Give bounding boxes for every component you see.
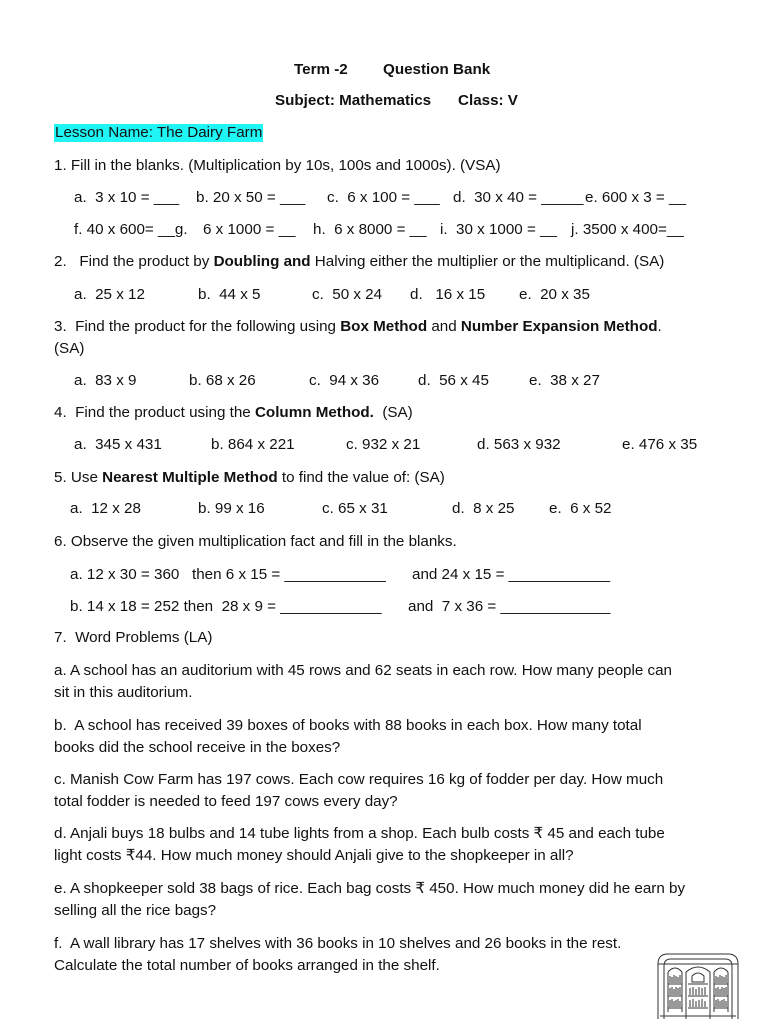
q7-a-line1: a. A school has an auditorium with 45 rows and 62 seats in each row. How many people can xyxy=(54,662,672,679)
q6-item-b-first: b. 14 x 18 = 252 then 28 x 9 = ____________ xyxy=(70,598,382,615)
q3-title: 3. Find the product for the following using Box Method and Number Expansion Method. xyxy=(54,318,662,335)
q4-title: 4. Find the product using the Column Method. (SA) xyxy=(54,404,413,421)
lesson-name: Lesson Name: The Dairy Farm xyxy=(55,124,263,141)
q7-e-line2: selling all the rice bags? xyxy=(54,902,217,919)
q5-item-d: d. 8 x 25 xyxy=(452,500,515,517)
q7-a-line2: sit in this auditorium. xyxy=(54,684,193,701)
q3-item-a: a. 83 x 9 xyxy=(74,372,137,389)
q7-f-line1: f. A wall library has 17 shelves with 36 books in 10 shelves and 26 books in the rest. xyxy=(54,935,622,952)
q4-item-e: e. 476 x 35 xyxy=(622,436,698,453)
q7-title: 7. Word Problems (LA) xyxy=(54,629,213,646)
q6-item-b-second: and 7 x 36 = _____________ xyxy=(408,598,611,615)
q2-item-d: d. 16 x 15 xyxy=(410,286,486,303)
q5-item-e: e. 6 x 52 xyxy=(549,500,612,517)
q4-item-c: c. 932 x 21 xyxy=(346,436,421,453)
q4-item-d: d. 563 x 932 xyxy=(477,436,561,453)
q2-item-e: e. 20 x 35 xyxy=(519,286,590,303)
q2-item-c: c. 50 x 24 xyxy=(312,286,383,303)
q7-c-line2: total fodder is needed to feed 197 cows every day? xyxy=(54,793,398,810)
q1-item-e: e. 600 x 3 = __ xyxy=(585,189,686,206)
q5-title: 5. Use Nearest Multiple Method to find the value of: (SA) xyxy=(54,469,445,486)
q3-title-cont: (SA) xyxy=(54,340,85,357)
q1-item-b: b. 20 x 50 = ___ xyxy=(196,189,306,206)
subject-label: Subject: Mathematics xyxy=(275,92,432,109)
q7-f-line2: Calculate the total number of books arranged in the shelf. xyxy=(54,957,440,974)
q1-item-i: i. 30 x 1000 = __ xyxy=(440,221,557,238)
q3-item-d: d. 56 x 45 xyxy=(418,372,489,389)
q6-item-a-second: and 24 x 15 = ____________ xyxy=(412,566,611,583)
q1-item-f: f. 40 x 600= __g. xyxy=(74,221,188,238)
q3-item-b: b. 68 x 26 xyxy=(189,372,256,389)
q2-item-a: a. 25 x 12 xyxy=(74,286,145,303)
q2-item-b: b. 44 x 5 xyxy=(198,286,261,303)
q1-item-g: 6 x 1000 = __ xyxy=(203,221,296,238)
q5-item-c: c. 65 x 31 xyxy=(322,500,388,517)
q3-item-c: c. 94 x 36 xyxy=(309,372,380,389)
q7-e-line1: e. A shopkeeper sold 38 bags of rice. Each bag costs ₹ 450. How much money did he earn by xyxy=(54,880,686,897)
q6-item-a-first: a. 12 x 30 = 360 then 6 x 15 = ____________ xyxy=(70,566,386,583)
q1-item-h: h. 6 x 8000 = __ xyxy=(313,221,427,238)
q1-item-d: d. 30 x 40 = _____ xyxy=(453,189,584,206)
q2-title: 2. Find the product by Doubling and Halving either the multiplier or the multiplicand. (SA) xyxy=(54,253,665,270)
q7-b-line1: b. A school has received 39 boxes of books with 88 books in each box. How many total xyxy=(54,717,642,734)
q4-item-b: b. 864 x 221 xyxy=(211,436,295,453)
q1-item-a: a. 3 x 10 = ___ xyxy=(74,189,180,206)
class-label: Class: V xyxy=(458,92,518,109)
q3-item-e: e. 38 x 27 xyxy=(529,372,600,389)
q1-item-c: c. 6 x 100 = ___ xyxy=(327,189,440,206)
question-bank-label: Question Bank xyxy=(383,61,491,78)
q7-b-line2: books did the school receive in the boxes? xyxy=(54,739,341,756)
q6-title: 6. Observe the given multiplication fact and fill in the blanks. xyxy=(54,533,457,550)
term-label: Term -2 xyxy=(294,61,348,78)
q1-title: 1. Fill in the blanks. (Multiplication by 10s, 100s and 1000s). (VSA) xyxy=(54,157,501,174)
q4-item-a: a. 345 x 431 xyxy=(74,436,162,453)
q5-item-b: b. 99 x 16 xyxy=(198,500,265,517)
q7-c-line1: c. Manish Cow Farm has 197 cows. Each cow requires 16 kg of fodder per day. How much xyxy=(54,771,664,788)
q1-item-j: j. 3500 x 400=__ xyxy=(571,221,684,238)
q7-d-line1: d. Anjali buys 18 bulbs and 14 tube lights from a shop. Each bulb costs ₹ 45 and each tube xyxy=(54,825,665,842)
q5-item-a: a. 12 x 28 xyxy=(70,500,141,517)
q7-d-line2: light costs ₹44. How much money should Anjali give to the shopkeeper in all? xyxy=(54,847,574,864)
bookshelf-icon xyxy=(656,950,740,1020)
